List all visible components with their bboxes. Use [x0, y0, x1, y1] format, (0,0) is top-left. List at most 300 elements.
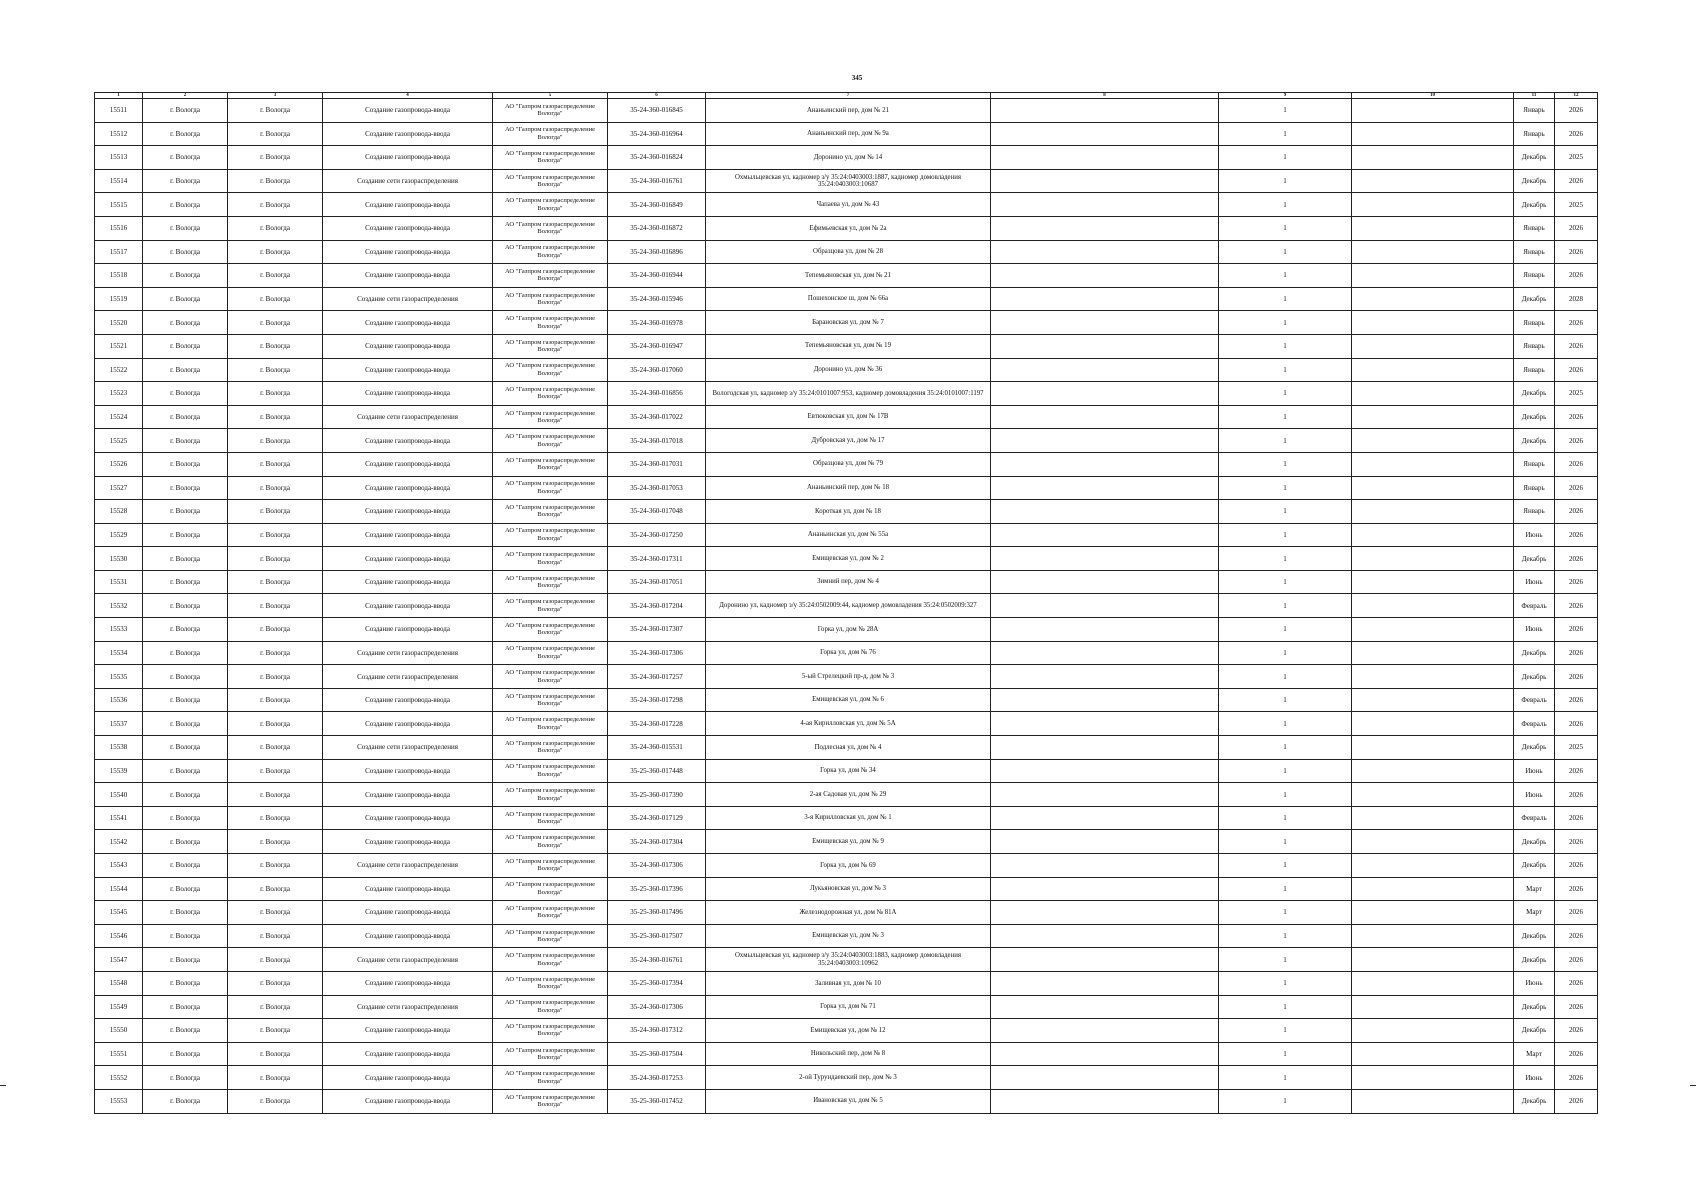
work-type-cell: Создание газопровода-ввода	[323, 523, 493, 547]
row-number-cell: 15511	[95, 99, 143, 123]
column-10-cell	[1352, 476, 1514, 500]
district-cell: г. Вологда	[228, 382, 323, 406]
settlement-cell: г. Вологда	[143, 806, 228, 830]
work-type-cell: Создание газопровода-ввода	[323, 594, 493, 618]
table-row	[95, 193, 1598, 217]
district-cell: г. Вологда	[228, 854, 323, 878]
work-type-cell: Создание газопровода-ввода	[323, 146, 493, 170]
address-cell: Горка ул, дом № 71	[706, 995, 991, 1019]
row-number-cell: 15530	[95, 547, 143, 571]
month-cell: Июнь	[1514, 570, 1555, 594]
settlement-cell: г. Вологда	[143, 971, 228, 995]
column-header-12: 12	[1555, 93, 1598, 99]
work-type-cell: Создание газопровода-ввода	[323, 806, 493, 830]
year-cell: 2026	[1555, 759, 1598, 783]
address-cell: Короткая ул, дом № 18	[706, 500, 991, 524]
year-cell: 2026	[1555, 169, 1598, 193]
table-row	[95, 830, 1598, 854]
year-cell: 2026	[1555, 240, 1598, 264]
organization-cell: АО "Газпром газораспределение Вологда"	[493, 452, 608, 476]
row-number-cell: 15540	[95, 783, 143, 807]
table-row	[95, 452, 1598, 476]
settlement-cell: г. Вологда	[143, 830, 228, 854]
object-code-cell: 35-24-360-016761	[608, 169, 706, 193]
year-cell: 2026	[1555, 500, 1598, 524]
column-8-cell	[991, 169, 1219, 193]
organization-cell: АО "Газпром газораспределение Вологда"	[493, 995, 608, 1019]
month-cell: Декабрь	[1514, 641, 1555, 665]
column-10-cell	[1352, 830, 1514, 854]
object-code-cell: 35-24-360-016824	[608, 146, 706, 170]
row-number-cell: 15515	[95, 193, 143, 217]
month-cell: Март	[1514, 1042, 1555, 1066]
district-cell: г. Вологда	[228, 570, 323, 594]
row-number-cell: 15534	[95, 641, 143, 665]
address-cell: Никольский пер, дом № 8	[706, 1042, 991, 1066]
year-cell: 2026	[1555, 570, 1598, 594]
year-cell: 2026	[1555, 688, 1598, 712]
column-header-8: 8	[991, 93, 1219, 99]
object-code-cell: 35-24-360-017228	[608, 712, 706, 736]
settlement-cell: г. Вологда	[143, 500, 228, 524]
object-code-cell: 35-24-360-017053	[608, 476, 706, 500]
address-cell: Горка ул, дом № 28А	[706, 618, 991, 642]
work-type-cell: Создание газопровода-ввода	[323, 358, 493, 382]
district-cell: г. Вологда	[228, 995, 323, 1019]
column-10-cell	[1352, 452, 1514, 476]
row-number-cell: 15528	[95, 500, 143, 524]
table-row	[95, 618, 1598, 642]
settlement-cell: г. Вологда	[143, 759, 228, 783]
district-cell: г. Вологда	[228, 971, 323, 995]
object-code-cell: 35-24-360-015531	[608, 736, 706, 760]
month-cell: Июнь	[1514, 971, 1555, 995]
column-8-cell	[991, 971, 1219, 995]
work-type-cell: Создание газопровода-ввода	[323, 193, 493, 217]
row-number-cell: 15548	[95, 971, 143, 995]
organization-cell: АО "Газпром газораспределение Вологда"	[493, 971, 608, 995]
column-8-cell	[991, 216, 1219, 240]
work-type-cell: Создание газопровода-ввода	[323, 99, 493, 123]
quantity-cell: 1	[1219, 146, 1352, 170]
column-8-cell	[991, 877, 1219, 901]
object-code-cell: 35-24-360-017018	[608, 429, 706, 453]
month-cell: Январь	[1514, 264, 1555, 288]
address-cell: Охмыльцевская ул, кадномер з/у 35:24:0403003:1883, кадномер домовладения 35:24:0403003:10962	[706, 948, 991, 972]
settlement-cell: г. Вологда	[143, 476, 228, 500]
district-cell: г. Вологда	[228, 476, 323, 500]
table-row	[95, 122, 1598, 146]
address-cell: Евтюковская ул, дом № 17В	[706, 405, 991, 429]
quantity-cell: 1	[1219, 830, 1352, 854]
column-8-cell	[991, 500, 1219, 524]
address-cell: 5-ый Стрелецкий пр-д, дом № 3	[706, 665, 991, 689]
quantity-cell: 1	[1219, 99, 1352, 123]
organization-cell: АО "Газпром газораспределение Вологда"	[493, 287, 608, 311]
address-cell: Емищевская ул, дом № 3	[706, 924, 991, 948]
column-10-cell	[1352, 216, 1514, 240]
month-cell: Декабрь	[1514, 736, 1555, 760]
row-number-cell: 15523	[95, 382, 143, 406]
table-row	[95, 570, 1598, 594]
month-cell: Январь	[1514, 99, 1555, 123]
address-cell: Горка ул, дом № 34	[706, 759, 991, 783]
object-code-cell: 35-24-360-017312	[608, 1019, 706, 1043]
district-cell: г. Вологда	[228, 924, 323, 948]
district-cell: г. Вологда	[228, 169, 323, 193]
column-8-cell	[991, 1089, 1219, 1113]
district-cell: г. Вологда	[228, 429, 323, 453]
work-type-cell: Создание газопровода-ввода	[323, 759, 493, 783]
quantity-cell: 1	[1219, 641, 1352, 665]
organization-cell: АО "Газпром газораспределение Вологда"	[493, 1066, 608, 1090]
quantity-cell: 1	[1219, 523, 1352, 547]
settlement-cell: г. Вологда	[143, 688, 228, 712]
work-type-cell: Создание сети газораспределения	[323, 169, 493, 193]
quantity-cell: 1	[1219, 1042, 1352, 1066]
year-cell: 2026	[1555, 1089, 1598, 1113]
table-body	[95, 99, 1598, 1114]
object-code-cell: 35-24-360-017048	[608, 500, 706, 524]
row-number-cell: 15520	[95, 311, 143, 335]
address-cell: Емищевская ул, дом № 9	[706, 830, 991, 854]
work-type-cell: Создание газопровода-ввода	[323, 311, 493, 335]
year-cell: 2026	[1555, 99, 1598, 123]
column-8-cell	[991, 264, 1219, 288]
quantity-cell: 1	[1219, 570, 1352, 594]
month-cell: Январь	[1514, 358, 1555, 382]
settlement-cell: г. Вологда	[143, 429, 228, 453]
district-cell: г. Вологда	[228, 99, 323, 123]
column-10-cell	[1352, 1066, 1514, 1090]
object-code-cell: 35-24-360-017306	[608, 995, 706, 1019]
organization-cell: АО "Газпром газораспределение Вологда"	[493, 759, 608, 783]
object-code-cell: 35-25-360-017496	[608, 901, 706, 925]
settlement-cell: г. Вологда	[143, 924, 228, 948]
table-row	[95, 547, 1598, 571]
row-number-cell: 15522	[95, 358, 143, 382]
column-10-cell	[1352, 688, 1514, 712]
column-header-4: 4	[323, 93, 493, 99]
column-8-cell	[991, 618, 1219, 642]
month-cell: Декабрь	[1514, 854, 1555, 878]
row-number-cell: 15519	[95, 287, 143, 311]
year-cell: 2026	[1555, 523, 1598, 547]
object-code-cell: 35-25-360-017504	[608, 1042, 706, 1066]
object-code-cell: 35-24-360-017204	[608, 594, 706, 618]
work-type-cell: Создание сети газораспределения	[323, 405, 493, 429]
settlement-cell: г. Вологда	[143, 736, 228, 760]
work-type-cell: Создание газопровода-ввода	[323, 122, 493, 146]
address-cell: Доронино ул, дом № 14	[706, 146, 991, 170]
year-cell: 2026	[1555, 1066, 1598, 1090]
column-8-cell	[991, 736, 1219, 760]
district-cell: г. Вологда	[228, 1042, 323, 1066]
year-cell: 2026	[1555, 901, 1598, 925]
table-row	[95, 736, 1598, 760]
column-8-cell	[991, 594, 1219, 618]
address-cell: Ивановская ул, дом № 5	[706, 1089, 991, 1113]
column-10-cell	[1352, 971, 1514, 995]
column-8-cell	[991, 405, 1219, 429]
year-cell: 2026	[1555, 334, 1598, 358]
object-code-cell: 35-24-360-017022	[608, 405, 706, 429]
work-type-cell: Создание сети газораспределения	[323, 995, 493, 1019]
object-code-cell: 35-25-360-017507	[608, 924, 706, 948]
column-10-cell	[1352, 547, 1514, 571]
object-code-cell: 35-24-360-016964	[608, 122, 706, 146]
organization-cell: АО "Газпром газораспределение Вологда"	[493, 712, 608, 736]
month-cell: Март	[1514, 901, 1555, 925]
column-8-cell	[991, 688, 1219, 712]
work-type-cell: Создание газопровода-ввода	[323, 334, 493, 358]
column-10-cell	[1352, 334, 1514, 358]
column-10-cell	[1352, 594, 1514, 618]
year-cell: 2026	[1555, 547, 1598, 571]
quantity-cell: 1	[1219, 476, 1352, 500]
column-8-cell	[991, 641, 1219, 665]
column-10-cell	[1352, 193, 1514, 217]
column-header-11: 11	[1514, 93, 1555, 99]
table-row	[95, 523, 1598, 547]
month-cell: Декабрь	[1514, 665, 1555, 689]
object-code-cell: 35-24-360-017257	[608, 665, 706, 689]
organization-cell: АО "Газпром газораспределение Вологда"	[493, 99, 608, 123]
year-cell: 2026	[1555, 641, 1598, 665]
address-cell: Железнодорожная ул, дом № 81А	[706, 901, 991, 925]
column-8-cell	[991, 924, 1219, 948]
object-code-cell: 35-24-360-017129	[608, 806, 706, 830]
address-cell: Подлесная ул, дом № 4	[706, 736, 991, 760]
object-code-cell: 35-24-360-017306	[608, 854, 706, 878]
settlement-cell: г. Вологда	[143, 877, 228, 901]
column-header-7: 7	[706, 93, 991, 99]
column-header-6: 6	[608, 93, 706, 99]
month-cell: Июнь	[1514, 759, 1555, 783]
address-cell: Горка ул, дом № 69	[706, 854, 991, 878]
table-row	[95, 99, 1598, 123]
work-type-cell: Создание сети газораспределения	[323, 287, 493, 311]
column-8-cell	[991, 287, 1219, 311]
address-cell: 4-ая Кирилловская ул, дом № 5А	[706, 712, 991, 736]
column-8-cell	[991, 99, 1219, 123]
work-type-cell: Создание газопровода-ввода	[323, 924, 493, 948]
address-cell: 3-я Кирилловская ул, дом № 1	[706, 806, 991, 830]
table-row	[95, 476, 1598, 500]
district-cell: г. Вологда	[228, 712, 323, 736]
month-cell: Декабрь	[1514, 924, 1555, 948]
table-row	[95, 712, 1598, 736]
table-row	[95, 429, 1598, 453]
object-code-cell: 35-24-360-016978	[608, 311, 706, 335]
organization-cell: АО "Газпром газораспределение Вологда"	[493, 476, 608, 500]
address-cell: Лукьяновская ул, дом № 3	[706, 877, 991, 901]
table-row	[95, 146, 1598, 170]
organization-cell: АО "Газпром газораспределение Вологда"	[493, 924, 608, 948]
address-cell: Заливная ул, дом № 10	[706, 971, 991, 995]
address-cell: Емищевская ул, дом № 12	[706, 1019, 991, 1043]
address-cell: Охмыльцевская ул, кадномер з/у 35:24:0403003:1887, кадномер домовладения 35:24:0403003:10687	[706, 169, 991, 193]
row-number-cell: 15539	[95, 759, 143, 783]
table-row	[95, 264, 1598, 288]
settlement-cell: г. Вологда	[143, 169, 228, 193]
organization-cell: АО "Газпром газораспределение Вологда"	[493, 358, 608, 382]
settlement-cell: г. Вологда	[143, 99, 228, 123]
month-cell: Январь	[1514, 311, 1555, 335]
column-10-cell	[1352, 311, 1514, 335]
settlement-cell: г. Вологда	[143, 854, 228, 878]
quantity-cell: 1	[1219, 971, 1352, 995]
column-8-cell	[991, 1019, 1219, 1043]
column-8-cell	[991, 712, 1219, 736]
row-number-cell: 15531	[95, 570, 143, 594]
work-type-cell: Создание газопровода-ввода	[323, 1019, 493, 1043]
quantity-cell: 1	[1219, 547, 1352, 571]
address-cell: Емищевская ул, дом № 2	[706, 547, 991, 571]
work-type-cell: Создание газопровода-ввода	[323, 240, 493, 264]
settlement-cell: г. Вологда	[143, 146, 228, 170]
address-cell: 2-ая Садовая ул, дом № 29	[706, 783, 991, 807]
row-number-cell: 15553	[95, 1089, 143, 1113]
month-cell: Декабрь	[1514, 948, 1555, 972]
work-type-cell: Создание газопровода-ввода	[323, 1042, 493, 1066]
month-cell: Март	[1514, 877, 1555, 901]
year-cell: 2026	[1555, 429, 1598, 453]
column-10-cell	[1352, 854, 1514, 878]
work-type-cell: Создание газопровода-ввода	[323, 216, 493, 240]
organization-cell: АО "Газпром газораспределение Вологда"	[493, 547, 608, 571]
district-cell: г. Вологда	[228, 594, 323, 618]
row-number-cell: 15545	[95, 901, 143, 925]
address-cell: Тепемьяновская ул, дом № 21	[706, 264, 991, 288]
organization-cell: АО "Газпром газораспределение Вологда"	[493, 146, 608, 170]
organization-cell: АО "Газпром газораспределение Вологда"	[493, 240, 608, 264]
settlement-cell: г. Вологда	[143, 382, 228, 406]
settlement-cell: г. Вологда	[143, 193, 228, 217]
column-10-cell	[1352, 1042, 1514, 1066]
district-cell: г. Вологда	[228, 146, 323, 170]
column-8-cell	[991, 452, 1219, 476]
year-cell: 2025	[1555, 146, 1598, 170]
district-cell: г. Вологда	[228, 1089, 323, 1113]
column-header-5: 5	[493, 93, 608, 99]
column-10-cell	[1352, 1019, 1514, 1043]
column-8-cell	[991, 948, 1219, 972]
organization-cell: АО "Газпром газораспределение Вологда"	[493, 1089, 608, 1113]
object-code-cell: 35-25-360-017448	[608, 759, 706, 783]
work-type-cell: Создание газопровода-ввода	[323, 476, 493, 500]
work-type-cell: Создание газопровода-ввода	[323, 382, 493, 406]
year-cell: 2026	[1555, 830, 1598, 854]
column-10-cell	[1352, 736, 1514, 760]
month-cell: Декабрь	[1514, 382, 1555, 406]
column-8-cell	[991, 1066, 1219, 1090]
column-8-cell	[991, 146, 1219, 170]
object-code-cell: 35-25-360-017394	[608, 971, 706, 995]
year-cell: 2026	[1555, 594, 1598, 618]
row-number-cell: 15535	[95, 665, 143, 689]
month-cell: Февраль	[1514, 806, 1555, 830]
column-10-cell	[1352, 500, 1514, 524]
settlement-cell: г. Вологда	[143, 1019, 228, 1043]
organization-cell: АО "Газпром газораспределение Вологда"	[493, 901, 608, 925]
address-cell: Пошехонское ш, дом № 66а	[706, 287, 991, 311]
district-cell: г. Вологда	[228, 688, 323, 712]
month-cell: Декабрь	[1514, 429, 1555, 453]
work-type-cell: Создание газопровода-ввода	[323, 264, 493, 288]
settlement-cell: г. Вологда	[143, 311, 228, 335]
year-cell: 2026	[1555, 924, 1598, 948]
year-cell: 2026	[1555, 1019, 1598, 1043]
year-cell: 2026	[1555, 783, 1598, 807]
table-row	[95, 311, 1598, 335]
organization-cell: АО "Газпром газораспределение Вологда"	[493, 665, 608, 689]
settlement-cell: г. Вологда	[143, 122, 228, 146]
quantity-cell: 1	[1219, 806, 1352, 830]
settlement-cell: г. Вологда	[143, 547, 228, 571]
row-number-cell: 15525	[95, 429, 143, 453]
settlement-cell: г. Вологда	[143, 641, 228, 665]
right-edge-mark	[1690, 1085, 1696, 1086]
column-10-cell	[1352, 405, 1514, 429]
organization-cell: АО "Газпром газораспределение Вологда"	[493, 830, 608, 854]
settlement-cell: г. Вологда	[143, 948, 228, 972]
district-cell: г. Вологда	[228, 311, 323, 335]
table-row	[95, 1089, 1598, 1113]
work-type-cell: Создание газопровода-ввода	[323, 712, 493, 736]
settlement-cell: г. Вологда	[143, 405, 228, 429]
work-type-cell: Создание газопровода-ввода	[323, 877, 493, 901]
district-cell: г. Вологда	[228, 122, 323, 146]
quantity-cell: 1	[1219, 311, 1352, 335]
column-8-cell	[991, 547, 1219, 571]
row-number-cell: 15549	[95, 995, 143, 1019]
quantity-cell: 1	[1219, 405, 1352, 429]
address-cell: Ананьинский пер, дом № 9а	[706, 122, 991, 146]
object-code-cell: 35-25-360-017396	[608, 877, 706, 901]
object-code-cell: 35-24-360-016947	[608, 334, 706, 358]
column-8-cell	[991, 665, 1219, 689]
year-cell: 2026	[1555, 806, 1598, 830]
work-type-cell: Создание газопровода-ввода	[323, 901, 493, 925]
district-cell: г. Вологда	[228, 641, 323, 665]
row-number-cell: 15516	[95, 216, 143, 240]
table-row	[95, 1019, 1598, 1043]
month-cell: Декабрь	[1514, 193, 1555, 217]
month-cell: Декабрь	[1514, 169, 1555, 193]
column-10-cell	[1352, 358, 1514, 382]
month-cell: Декабрь	[1514, 405, 1555, 429]
column-10-cell	[1352, 570, 1514, 594]
column-header-9: 9	[1219, 93, 1352, 99]
data-table	[94, 92, 1598, 1114]
column-10-cell	[1352, 122, 1514, 146]
column-10-cell	[1352, 901, 1514, 925]
work-type-cell: Создание газопровода-ввода	[323, 783, 493, 807]
settlement-cell: г. Вологда	[143, 995, 228, 1019]
quantity-cell: 1	[1219, 382, 1352, 406]
month-cell: Январь	[1514, 452, 1555, 476]
settlement-cell: г. Вологда	[143, 358, 228, 382]
year-cell: 2026	[1555, 122, 1598, 146]
year-cell: 2026	[1555, 264, 1598, 288]
district-cell: г. Вологда	[228, 358, 323, 382]
work-type-cell: Создание газопровода-ввода	[323, 971, 493, 995]
year-cell: 2026	[1555, 1042, 1598, 1066]
year-cell: 2026	[1555, 971, 1598, 995]
organization-cell: АО "Газпром газораспределение Вологда"	[493, 382, 608, 406]
address-cell: Ефимьевская ул, дом № 2а	[706, 216, 991, 240]
